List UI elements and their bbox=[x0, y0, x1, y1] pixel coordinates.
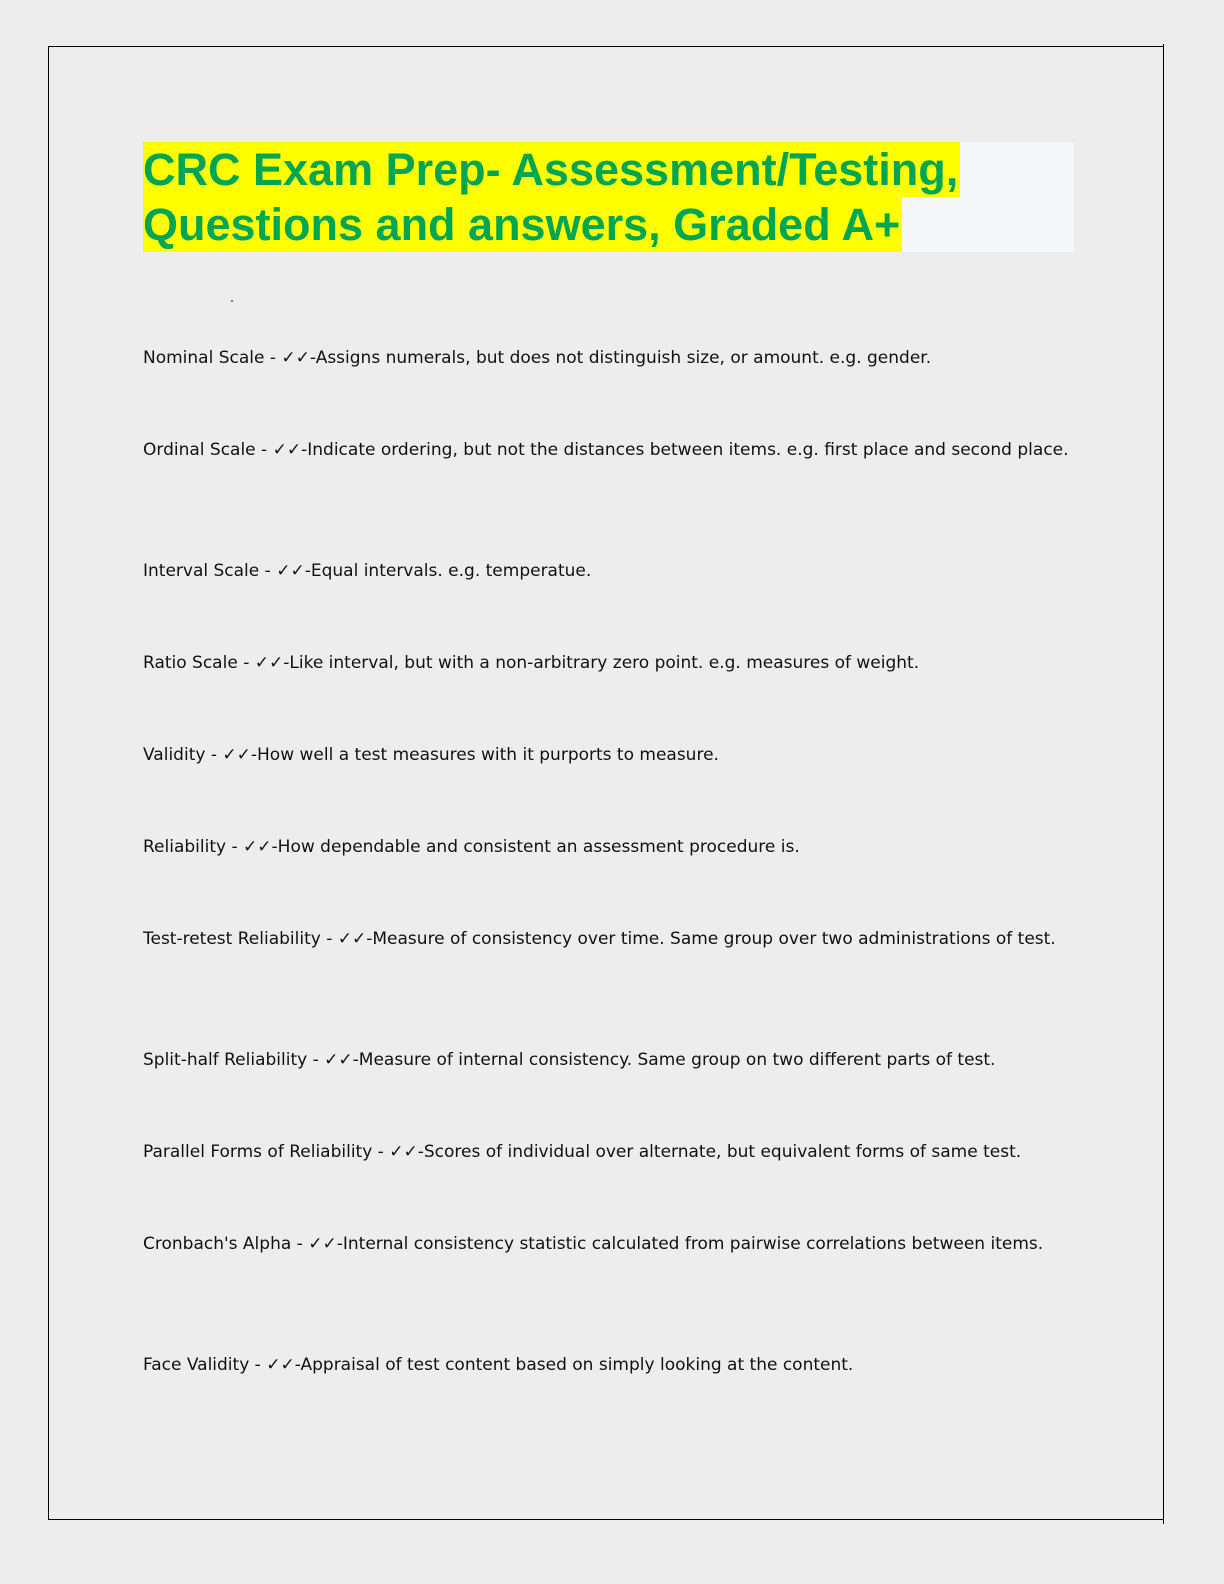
qa-separator: - bbox=[320, 929, 338, 949]
qa-answer-prefix: - bbox=[309, 348, 316, 368]
qa-item bbox=[143, 833, 1073, 861]
qa-term: Validity bbox=[143, 745, 206, 765]
qa-definition: Measure of internal consistency. Same group on two different parts of test. bbox=[358, 1050, 996, 1070]
qa-answer-prefix: - bbox=[283, 653, 290, 673]
document-title-line-2: Questions and answers, Graded A+ bbox=[143, 199, 901, 250]
double-check-icon: ✓✓ bbox=[222, 745, 251, 765]
qa-definition: Equal intervals. e.g. temperatue. bbox=[310, 561, 592, 581]
qa-item bbox=[143, 436, 1073, 464]
qa-definition: Scores of individual over alternate, but equivalent forms of same test. bbox=[423, 1142, 1022, 1162]
qa-term: Face Validity bbox=[143, 1355, 250, 1375]
qa-item bbox=[143, 741, 1073, 769]
double-check-icon: ✓✓ bbox=[308, 1234, 337, 1254]
title-block bbox=[143, 142, 1074, 252]
double-check-icon: ✓✓ bbox=[266, 1355, 295, 1375]
double-check-icon: ✓✓ bbox=[337, 929, 367, 949]
double-check-icon: ✓✓ bbox=[276, 561, 305, 581]
qa-answer-prefix: - bbox=[250, 745, 258, 765]
double-check-icon: ✓✓ bbox=[272, 440, 302, 460]
qa-term: Split-half Reliability bbox=[143, 1050, 308, 1070]
stray-mark bbox=[231, 300, 233, 302]
corner-mark bbox=[1163, 1518, 1164, 1524]
qa-term: Interval Scale bbox=[143, 561, 260, 581]
qa-separator: - bbox=[372, 1142, 390, 1162]
double-check-icon: ✓✓ bbox=[281, 348, 310, 368]
qa-definition: Internal consistency statistic calculated from pairwise correlations between items. bbox=[342, 1234, 1044, 1254]
qa-answer-prefix: - bbox=[301, 440, 308, 460]
qa-separator: - bbox=[255, 440, 273, 460]
qa-term: Nominal Scale bbox=[143, 348, 265, 368]
qa-term: Reliability bbox=[143, 837, 227, 857]
qa-separator: - bbox=[205, 745, 223, 765]
qa-separator: - bbox=[291, 1234, 309, 1254]
qa-separator: - bbox=[264, 348, 282, 368]
corner-mark bbox=[1163, 44, 1164, 50]
double-check-icon: ✓✓ bbox=[254, 653, 284, 673]
qa-separator: - bbox=[249, 1355, 267, 1375]
qa-term: Test-retest Reliability bbox=[143, 929, 321, 949]
qa-item bbox=[143, 1230, 1073, 1258]
qa-item bbox=[143, 344, 1073, 372]
qa-answer-prefix: - bbox=[352, 1050, 359, 1070]
qa-item bbox=[143, 557, 1073, 585]
qa-term: Parallel Forms of Reliability bbox=[143, 1142, 373, 1162]
qa-definition: How well a test measures with it purports to measure. bbox=[257, 745, 719, 765]
qa-item bbox=[143, 925, 1073, 953]
qa-definition: Appraisal of test content based on simply looking at the content. bbox=[300, 1355, 854, 1375]
qa-separator: - bbox=[259, 561, 277, 581]
qa-answer-prefix: - bbox=[304, 561, 311, 581]
qa-definition: Assigns numerals, but does not distinguish size, or amount. e.g. gender. bbox=[315, 348, 932, 368]
qa-item bbox=[143, 649, 1073, 677]
qa-answer-prefix: - bbox=[336, 1234, 343, 1254]
qa-answer-prefix: - bbox=[366, 929, 373, 949]
qa-separator: - bbox=[226, 837, 244, 857]
qa-term: Ratio Scale bbox=[143, 653, 238, 673]
qa-item bbox=[143, 1046, 1073, 1074]
double-check-icon: ✓✓ bbox=[389, 1142, 418, 1162]
document-title-line-1: CRC Exam Prep- Assessment/Testing, bbox=[143, 144, 959, 195]
qa-separator: - bbox=[237, 653, 255, 673]
qa-answer-prefix: - bbox=[417, 1142, 424, 1162]
qa-term: Cronbach's Alpha bbox=[143, 1234, 292, 1254]
double-check-icon: ✓✓ bbox=[243, 837, 272, 857]
qa-item bbox=[143, 1138, 1073, 1166]
qa-definition: Measure of consistency over time. Same group over two administrations of test. bbox=[372, 929, 1056, 949]
qa-definition: Like interval, but with a non-arbitrary zero point. e.g. measures of weight. bbox=[289, 653, 920, 673]
qa-item bbox=[143, 1351, 1073, 1379]
page-border bbox=[48, 46, 1164, 1520]
qa-definition: Indicate ordering, but not the distances between items. e.g. first place and second place. bbox=[307, 440, 1069, 460]
qa-answer-prefix: - bbox=[271, 837, 278, 857]
qa-separator: - bbox=[307, 1050, 325, 1070]
qa-term: Ordinal Scale bbox=[143, 440, 256, 460]
double-check-icon: ✓✓ bbox=[324, 1050, 353, 1070]
qa-definition: How dependable and consistent an assessment procedure is. bbox=[277, 837, 800, 857]
qa-answer-prefix: - bbox=[294, 1355, 301, 1375]
